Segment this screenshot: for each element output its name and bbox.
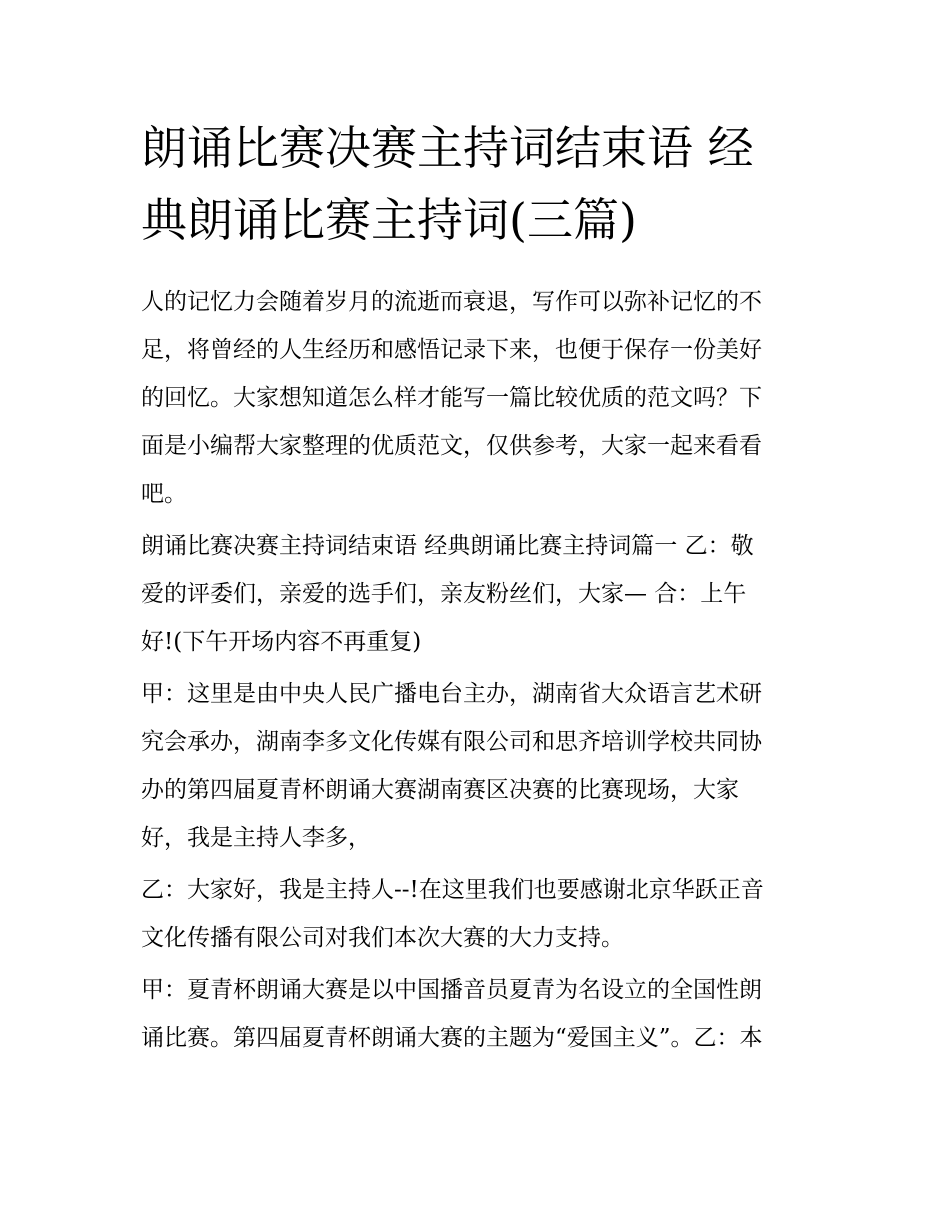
title-line: 典朗诵比赛主持词(三篇) — [141, 193, 637, 247]
text-line: 吧。 — [141, 481, 187, 507]
text-line: 好，我是主持人李多， — [141, 825, 371, 851]
text-line: 足，将曾经的人生经历和感悟记录下来，也便于保存一份美好 — [141, 337, 762, 363]
text-line: 面是小编帮大家整理的优质范文，仅供参考，大家一起来看看 — [141, 433, 762, 459]
text-line: 办的第四届夏青杯朗诵大赛湖南赛区决赛的比赛现场，大家 — [141, 777, 739, 803]
speaker-jia-paragraph — [141, 966, 821, 1062]
intro-paragraph — [141, 278, 821, 518]
text-line: 诵比赛。第四届夏青杯朗诵大赛的主题为“爱国主义”。乙：本 — [141, 1025, 763, 1051]
text-line: 究会承办，湖南李多文化传媒有限公司和思齐培训学校共同协 — [141, 729, 762, 755]
text-line: 乙：大家好，我是主持人--!在这里我们也要感谢北京华跃正音 — [141, 877, 764, 903]
text-line: 的回忆。大家想知道怎么样才能写一篇比较优质的范文吗？下 — [141, 385, 762, 411]
speaker-yi-paragraph — [141, 866, 821, 962]
text-line: 人的记忆力会随着岁月的流逝而衰退，写作可以弥补记忆的不 — [141, 289, 762, 315]
text-line: 文化传播有限公司对我们本次大赛的大力支持。 — [141, 925, 624, 951]
document-title — [141, 112, 821, 256]
text-line: 好!(下午开场内容不再重复) — [141, 629, 422, 655]
text-line: 甲：这里是由中央人民广播电台主办，湖南省大众语言艺术研 — [141, 681, 762, 707]
text-line: 朗诵比赛决赛主持词结束语 经典朗诵比赛主持词篇一 乙：敬 — [141, 533, 754, 559]
speaker-jia-paragraph — [141, 670, 821, 862]
document-body — [141, 278, 821, 1066]
title-line: 朗诵比赛决赛主持词结束语 经 — [141, 121, 754, 175]
text-line: 甲：夏青杯朗诵大赛是以中国播音员夏青为名设立的全国性朗 — [141, 977, 762, 1003]
section-heading-paragraph — [141, 522, 821, 666]
text-line: 爱的评委们，亲爱的选手们，亲友粉丝们，大家— 合：上午 — [141, 581, 747, 607]
